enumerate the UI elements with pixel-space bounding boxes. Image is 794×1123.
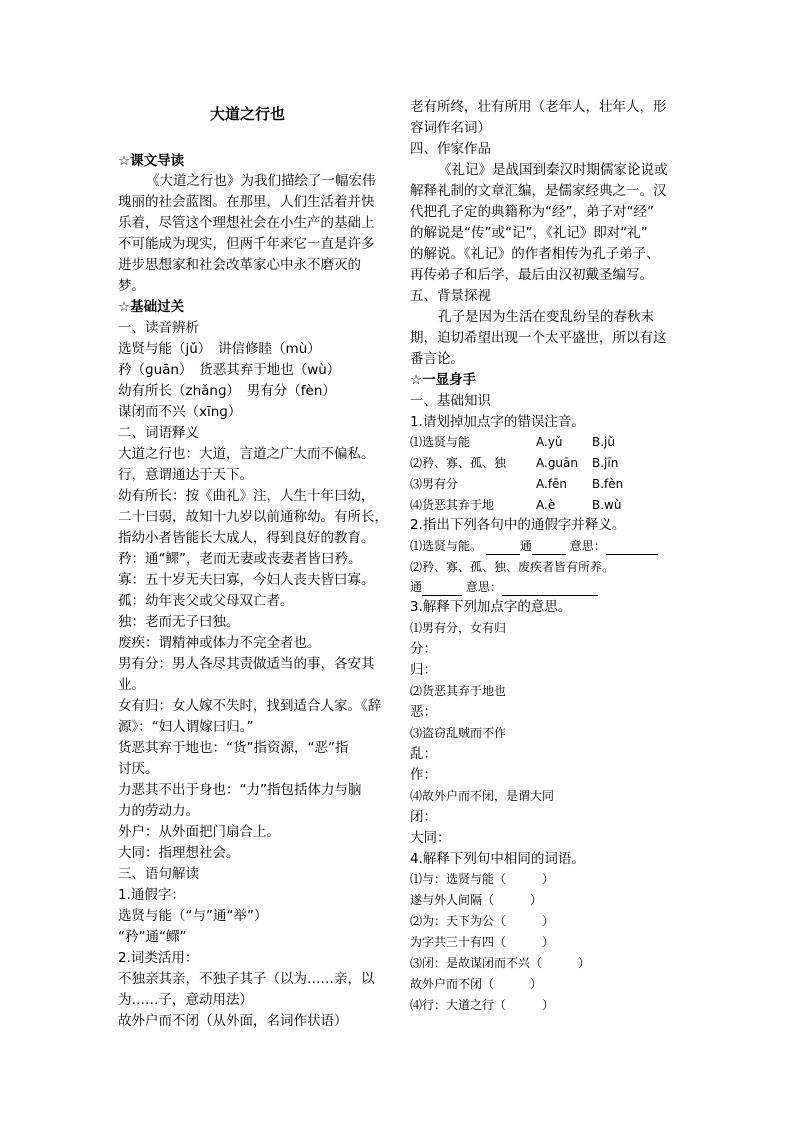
pronunciation-line: 谋闭而不兴（xīnɡ） — [118, 404, 242, 420]
guide-paragraph-line: 《大道之行也》为我们描绘了一幅宏伟 — [146, 173, 376, 189]
question-line: ⑴男有分，女有归 — [410, 621, 507, 635]
question-line: ⑵货恶其弃于地也 — [410, 684, 507, 698]
question-item-text: ⑶男有分 — [410, 477, 459, 491]
glossary-line: 大道之行也：大道，言道之广大而不偏私。 — [118, 446, 375, 462]
works-paragraph-line: 的解说是“传”或“记”，《礼记》即对“礼” — [410, 225, 648, 241]
section-heading-basics: ☆基础过关 — [118, 299, 185, 315]
guide-paragraph-line: 乐着，尽管这个理想社会在小生产的基础上 — [118, 215, 375, 231]
question-2-title: 2.指出下列各句中的通假字并释义。 — [410, 517, 626, 533]
glossary-line: 男有分：男人各尽其责做适当的事，各安其 — [118, 656, 375, 672]
glossary-line: 外户：从外面把门扇合上。 — [118, 824, 280, 840]
answer-line[interactable]: 乱： — [410, 746, 437, 762]
question-item-text: ⑵矜、寡、孤、独 — [410, 456, 507, 470]
glossary-line: 废疾：谓精神或体力不完全者也。 — [118, 635, 321, 651]
question-line[interactable]: 为字共三十有四（ ） — [410, 935, 555, 949]
glossary-line: 讨厌。 — [118, 761, 159, 777]
glossary-line: 源》：“妇人谓嫁曰归。” — [118, 719, 254, 735]
question-2-line — [410, 537, 658, 555]
answer-line[interactable]: 大同： — [410, 830, 451, 846]
question-4-title: 4.解释下列句中相同的词语。 — [410, 851, 585, 867]
option-a[interactable]: A.è — [536, 498, 556, 512]
reading-line: 为……子，意动用法） — [118, 992, 253, 1008]
pronunciation-line: 选贤与能（jǔ） 讲信修睦（mù） — [118, 341, 321, 357]
question-line[interactable]: ⑴与：选贤与能（ ） — [410, 872, 555, 886]
glossary-line: 大同：指理想社会。 — [118, 845, 240, 861]
blank-label: 意思： — [569, 539, 606, 553]
answer-line[interactable]: 恶： — [410, 704, 437, 720]
glossary-line: 行，意谓通达于天下。 — [118, 467, 253, 483]
works-paragraph-line: 代把孔子定的典籍称为“经”，弟子对“经” — [410, 204, 654, 220]
reading-line: 老有所终，壮有所用（老年人，壮年人，形 — [410, 99, 667, 115]
blank-label: 意思： — [465, 580, 502, 594]
question-line[interactable]: ⑷行：大道之行（ ） — [410, 998, 555, 1012]
guide-paragraph-line: 梦。 — [118, 278, 145, 294]
subheading-basic-knowledge: 一、基础知识 — [410, 393, 491, 409]
question-item-text: ⑴选贤与能。 — [410, 539, 483, 553]
answer-line[interactable]: 作： — [410, 767, 437, 783]
answer-line[interactable]: 归： — [410, 662, 437, 678]
glossary-line: 矜：通“鳏”，老而无妻或丧妻者皆曰矜。 — [118, 551, 362, 567]
question-1-item — [410, 475, 670, 493]
section-heading-guide: ☆课文导读 — [118, 153, 185, 169]
question-line[interactable]: ⑵为：天下为公（ ） — [410, 914, 555, 928]
glossary-line: 幼有所长：按《曲礼》注，人生十年曰幼， — [118, 488, 375, 504]
blank-label: 通 — [519, 539, 532, 553]
answer-blank[interactable] — [486, 540, 520, 555]
question-item-text: ⑴选贤与能 — [410, 435, 471, 449]
reading-line: 故外户而不闭（从外面，名词作状语） — [118, 1013, 348, 1029]
background-paragraph-line: 孔子是因为生活在变乱纷呈的春秋末 — [438, 309, 654, 325]
question-3-title: 3.解释下列加点字的意思。 — [410, 599, 572, 615]
subheading-glossary: 二、词语释义 — [118, 425, 199, 441]
question-line: ⑷故外户而不闭，是谓大同 — [410, 789, 555, 803]
works-paragraph-line: 《礼记》是战国到秦汉时期儒家论说或 — [438, 162, 668, 178]
question-2-line — [410, 578, 598, 596]
option-a[interactable]: A.fēn — [536, 477, 568, 491]
option-b[interactable]: B.jīn — [592, 456, 619, 470]
glossary-line: 力恶其不出于身也：“力”指包括体力与脑 — [118, 782, 362, 798]
reading-line: 不独亲其亲，不独子其子（以为……亲，以 — [118, 971, 375, 987]
answer-blank[interactable] — [502, 581, 598, 596]
section-heading-practice: ☆一显身手 — [410, 372, 477, 388]
answer-blank[interactable] — [422, 581, 462, 596]
glossary-line: 孤：幼年丧父或父母双亡者。 — [118, 593, 294, 609]
answer-blank[interactable] — [606, 540, 658, 555]
works-paragraph-line: 解释礼制的文章汇编，是儒家经典之一。汉 — [410, 183, 667, 199]
guide-paragraph-line: 进步思想家和社会改革家心中永不磨灭的 — [118, 257, 361, 273]
reading-line: 2.词类活用： — [118, 950, 199, 966]
reading-line: 选贤与能（“与”通“举”） — [118, 908, 268, 924]
page-title: 大道之行也 — [210, 105, 286, 123]
glossary-line: 货恶其弃于地也：“货”指资源，“恶”指 — [118, 740, 349, 756]
question-line[interactable]: 故外户而不闭（ ） — [410, 977, 543, 991]
glossary-line: 指幼小者皆能长大成人，得到良好的教育。 — [118, 530, 375, 546]
answer-line[interactable]: 闭： — [410, 809, 437, 825]
answer-line[interactable]: 分： — [410, 641, 437, 657]
question-item-text: ⑷货恶其弃于地 — [410, 498, 495, 512]
reading-line: 1.通假字： — [118, 887, 185, 903]
question-2-line: ⑵矜、寡、孤、独、废疾者皆有所养。 — [410, 560, 615, 574]
option-a[interactable]: A.guān — [536, 456, 578, 470]
question-1-title: 1.请划掉加点字的错误注音。 — [410, 414, 585, 430]
question-line[interactable]: 遂与外人间隔（ ） — [410, 893, 543, 907]
glossary-line: 独：老而无子曰独。 — [118, 614, 240, 630]
subheading-pronunciation: 一、读音辨析 — [118, 320, 199, 336]
guide-paragraph-line: 不可能成为现实，但两千年来它一直是许多 — [118, 236, 375, 252]
background-paragraph-line: 番言论。 — [410, 351, 464, 367]
reading-line: 容词作名词） — [410, 120, 491, 136]
reading-line: “矜”通“鳏” — [118, 929, 187, 945]
question-1-item — [410, 454, 670, 472]
answer-blank[interactable] — [532, 540, 566, 555]
works-paragraph-line: 再传弟子和后学，最后由汉初戴圣编写。 — [410, 267, 653, 283]
subheading-author-works: 四、作家作品 — [410, 141, 491, 157]
glossary-line: 女有归：女人嫁不失时，找到适合人家。《辞 — [118, 698, 382, 714]
glossary-line: 寡：五十岁无夫曰寡，今妇人丧夫皆曰寡。 — [118, 572, 375, 588]
subheading-sentence-reading: 三、语句解读 — [118, 866, 199, 882]
option-b[interactable]: B.wù — [592, 498, 622, 512]
background-paragraph-line: 期，迫切希望出现一个太平盛世，所以有这 — [410, 330, 667, 346]
question-1-item — [410, 433, 670, 451]
glossary-line: 业。 — [118, 677, 145, 693]
question-line[interactable]: ⑶闭：是故谋闭而不兴（ ） — [410, 956, 591, 970]
glossary-line: 二十曰弱，故知十九岁以前通称幼。有所长， — [118, 509, 388, 525]
glossary-line: 力的劳动力。 — [118, 803, 199, 819]
option-b[interactable]: B.fèn — [592, 477, 624, 491]
subheading-background: 五、背景探视 — [410, 288, 491, 304]
works-paragraph-line: 的解说。《礼记》的作者相传为孔子弟子、 — [410, 246, 660, 262]
pronunciation-line: 矜（ɡuān） 货恶其弃于地也（wù） — [118, 362, 341, 378]
question-1-item — [410, 496, 670, 514]
option-b[interactable]: B.jǔ — [592, 435, 615, 449]
blank-label: 通 — [410, 580, 423, 594]
question-line: ⑶盗窃乱贼而不作 — [410, 726, 507, 740]
guide-paragraph-line: 瑰丽的社会蓝图。在那里，人们生活着并快 — [118, 194, 375, 210]
option-a[interactable]: A.yǔ — [536, 435, 563, 449]
pronunciation-line: 幼有所长（zhǎnɡ） 男有分（fèn） — [118, 383, 336, 399]
